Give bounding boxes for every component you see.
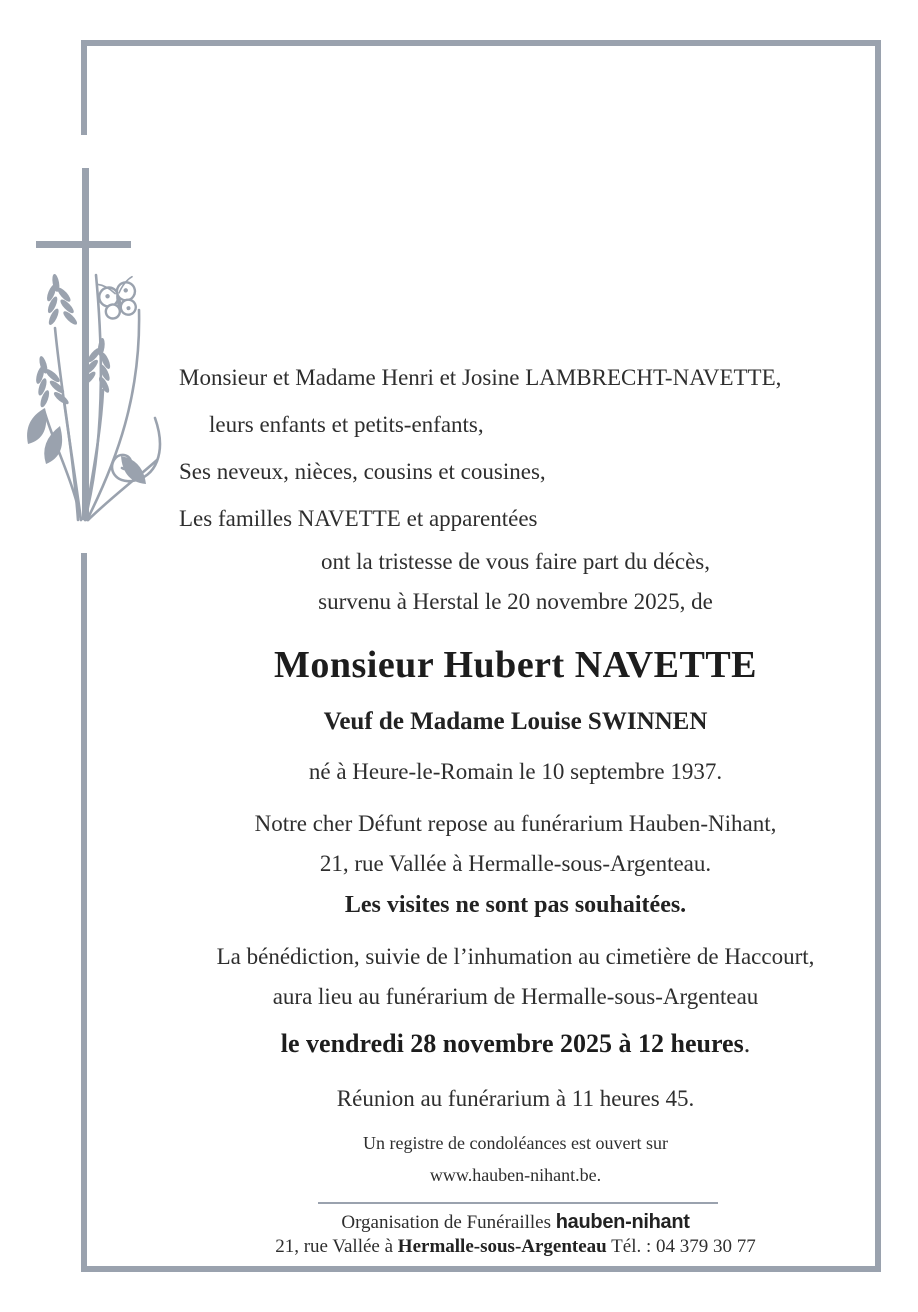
butterfly-icon [96, 277, 139, 321]
frame-border-bottom [81, 1266, 881, 1272]
frame-border-left-upper [81, 40, 87, 135]
repose-line-1: Notre cher Défunt repose au funérarium Hauben-Nihant, [254, 811, 777, 836]
wheat-bouquet-icon [26, 271, 160, 520]
footer-phone: Tél. : 04 379 30 77 [606, 1236, 756, 1257]
footer-address-line [150, 1235, 881, 1259]
ceremony-date-bold: le vendredi 28 novembre 2025 à 12 heures [280, 1029, 744, 1058]
footer-divider [318, 1202, 718, 1204]
memorial-decoration [15, 160, 165, 532]
funeral-home-logo: hauben-nihant [555, 1211, 690, 1233]
family-line: leurs enfants et petits-enfants, [209, 412, 484, 437]
deceased-name: Monsieur Hubert NAVETTE [273, 644, 758, 686]
register-line-2: www.hauben-nihant.be. [429, 1165, 602, 1185]
footer-address-bold: Hermalle-sous-Argenteau [397, 1236, 607, 1257]
cross-icon [36, 168, 131, 520]
family-line: Monsieur et Madame Henri et Josine LAMBRECHT-NAVETTE, [179, 365, 782, 390]
ceremony-line-2: aura lieu au funérarium de Hermalle-sous-Argenteau [272, 984, 759, 1009]
announcement-line-2: survenu à Herstal le 20 novembre 2025, de [318, 589, 713, 614]
ceremony-date-period: . [743, 1029, 751, 1058]
family-block [150, 354, 881, 542]
repose-line-2: 21, rue Vallée à Hermalle-sous-Argenteau. [319, 851, 712, 876]
widower-line: Veuf de Madame Louise SWINNEN [323, 708, 708, 735]
register-line-1: Un registre de condoléances est ouvert sur [363, 1133, 668, 1153]
ceremony-date-line [150, 1027, 881, 1061]
footer-address-prefix: 21, rue Vallée à [275, 1236, 398, 1257]
frame-border-left-lower [81, 553, 87, 1272]
footer-organisation-line [150, 1210, 881, 1235]
announcement-line-1: ont la tristesse de vous faire part du décès, [321, 549, 710, 574]
frame-border-top [81, 40, 881, 46]
meeting-line: Réunion au funérarium à 11 heures 45. [336, 1086, 695, 1111]
footer-org-prefix: Organisation de Funérailles [341, 1212, 556, 1233]
visits-line: Les visites ne sont pas souhaitées. [344, 892, 687, 918]
family-line: Ses neveux, nièces, cousins et cousines, [179, 459, 546, 484]
birth-line: né à Heure-le-Romain le 10 septembre 1937. [308, 759, 723, 784]
family-line: Les familles NAVETTE et apparentées [179, 506, 538, 531]
ceremony-line-1: La bénédiction, suivie de l’inhumation au cimetière de Haccourt, [216, 944, 815, 969]
